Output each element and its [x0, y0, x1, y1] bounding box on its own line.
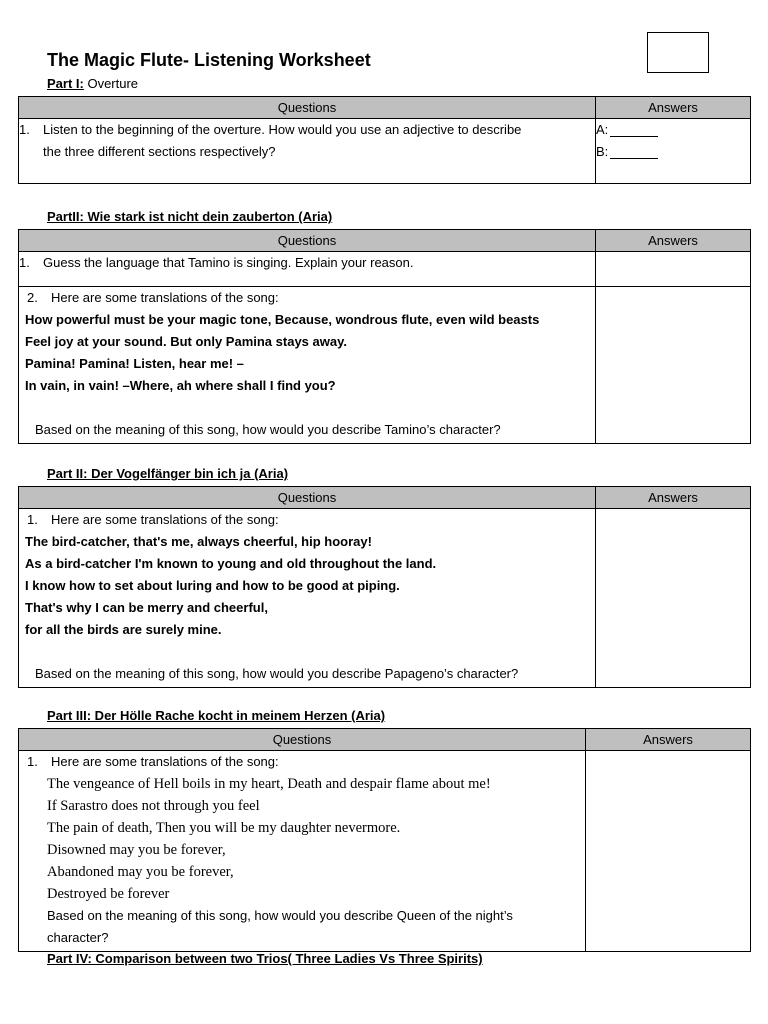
part1-q1-number: 1.	[19, 122, 30, 137]
part3-question-1	[19, 509, 596, 688]
part1-label: Part I:	[47, 76, 84, 91]
part2-table	[18, 229, 751, 444]
answer-b-label: B:	[596, 144, 609, 159]
part1-questions-header: Questions	[19, 97, 596, 119]
part3-heading: Part II: Der Vogelfänger bin ich ja (Aria)	[47, 466, 289, 481]
part2-q1-text: Guess the language that Tamino is singing. Explain your reason.	[43, 255, 414, 270]
part4-heading: Part III: Der Hölle Rache kocht in meinem Herzen (Aria)	[47, 708, 386, 723]
part4-lyric-line: Abandoned may you be forever,	[47, 864, 234, 880]
part1-question-1	[19, 119, 596, 184]
part2-q2-number: 2.	[27, 290, 38, 305]
part4-answer-1[interactable]	[586, 751, 751, 952]
part1-answers-header: Answers	[596, 97, 751, 119]
part1-q1-line1: Listen to the beginning of the overture. How would you use an adjective to describe	[43, 122, 522, 137]
part3-lyric-line: for all the birds are surely mine.	[25, 622, 222, 637]
part2-answer-2[interactable]	[596, 287, 751, 444]
part3-table	[18, 486, 751, 688]
score-box	[647, 32, 709, 73]
part1-q1-line2: the three different sections respectively?	[43, 144, 276, 159]
part2-heading: PartII: Wie stark ist nicht dein zauberton (Aria)	[47, 209, 333, 224]
part2-questions-header: Questions	[19, 230, 596, 252]
part1-answer-1[interactable]	[596, 119, 751, 184]
part3-lyric-line: I know how to set about luring and how to be good at piping.	[25, 578, 400, 593]
answer-a-blank[interactable]	[610, 122, 658, 137]
part2-answers-header: Answers	[596, 230, 751, 252]
part1-heading	[47, 76, 138, 91]
part4-table	[18, 728, 751, 952]
part1-table	[18, 96, 751, 184]
part4-q1-prompt-line1: Based on the meaning of this song, how would you describe Queen of the night’s	[47, 908, 513, 923]
answer-a-label: A:	[596, 122, 609, 137]
part4-lyric-line: Destroyed be forever	[47, 886, 170, 902]
part4-q1-number: 1.	[27, 754, 38, 769]
part3-lyric-line: That's why I can be merry and cheerful,	[25, 600, 268, 615]
part2-q2-prompt: Based on the meaning of this song, how would you describe Tamino’s character?	[35, 422, 501, 437]
part4-lyric-line: Disowned may you be forever,	[47, 842, 226, 858]
part4-question-1	[19, 751, 586, 952]
part3-answer-1[interactable]	[596, 509, 751, 688]
part3-q1-prompt: Based on the meaning of this song, how would you describe Papageno’s character?	[35, 666, 519, 681]
part4-answers-header: Answers	[586, 729, 751, 751]
part4-lyric-line: If Sarastro does not through you feel	[47, 798, 260, 814]
part2-q1-number: 1.	[19, 255, 30, 270]
part4-lyric-line: The pain of death, Then you will be my daughter nevermore.	[47, 820, 401, 836]
part2-q2-intro: Here are some translations of the song:	[51, 290, 279, 305]
part2-question-2	[19, 287, 596, 444]
part3-lyric-line: The bird-catcher, that's me, always cheerful, hip hooray!	[25, 534, 372, 549]
part2-lyric-line: Pamina! Pamina! Listen, hear me! –	[25, 356, 244, 371]
part5-heading: Part IV: Comparison between two Trios( Three Ladies Vs Three Spirits)	[47, 951, 483, 966]
part2-lyric-line: How powerful must be your magic tone, Because, wondrous flute, even wild beasts	[25, 312, 540, 327]
part2-lyric-line: Feel joy at your sound. But only Pamina stays away.	[25, 334, 347, 349]
answer-b-blank[interactable]	[610, 144, 658, 159]
part2-question-1	[19, 252, 596, 287]
part4-lyric-line: The vengeance of Hell boils in my heart, Death and despair flame about me!	[47, 776, 491, 792]
part4-q1-intro: Here are some translations of the song:	[51, 754, 279, 769]
part2-answer-1[interactable]	[596, 252, 751, 287]
part3-questions-header: Questions	[19, 487, 596, 509]
part2-lyric-line: In vain, in vain! –Where, ah where shall I find you?	[25, 378, 336, 393]
part3-q1-number: 1.	[27, 512, 38, 527]
part3-answers-header: Answers	[596, 487, 751, 509]
part4-questions-header: Questions	[19, 729, 586, 751]
part4-q1-prompt-line2: character?	[47, 930, 109, 945]
worksheet-title: The Magic Flute- Listening Worksheet	[47, 50, 371, 70]
part3-q1-intro: Here are some translations of the song:	[51, 512, 279, 527]
part3-lyric-line: As a bird-catcher I'm known to young and old throughout the land.	[25, 556, 437, 571]
part1-name: Overture	[83, 76, 139, 91]
